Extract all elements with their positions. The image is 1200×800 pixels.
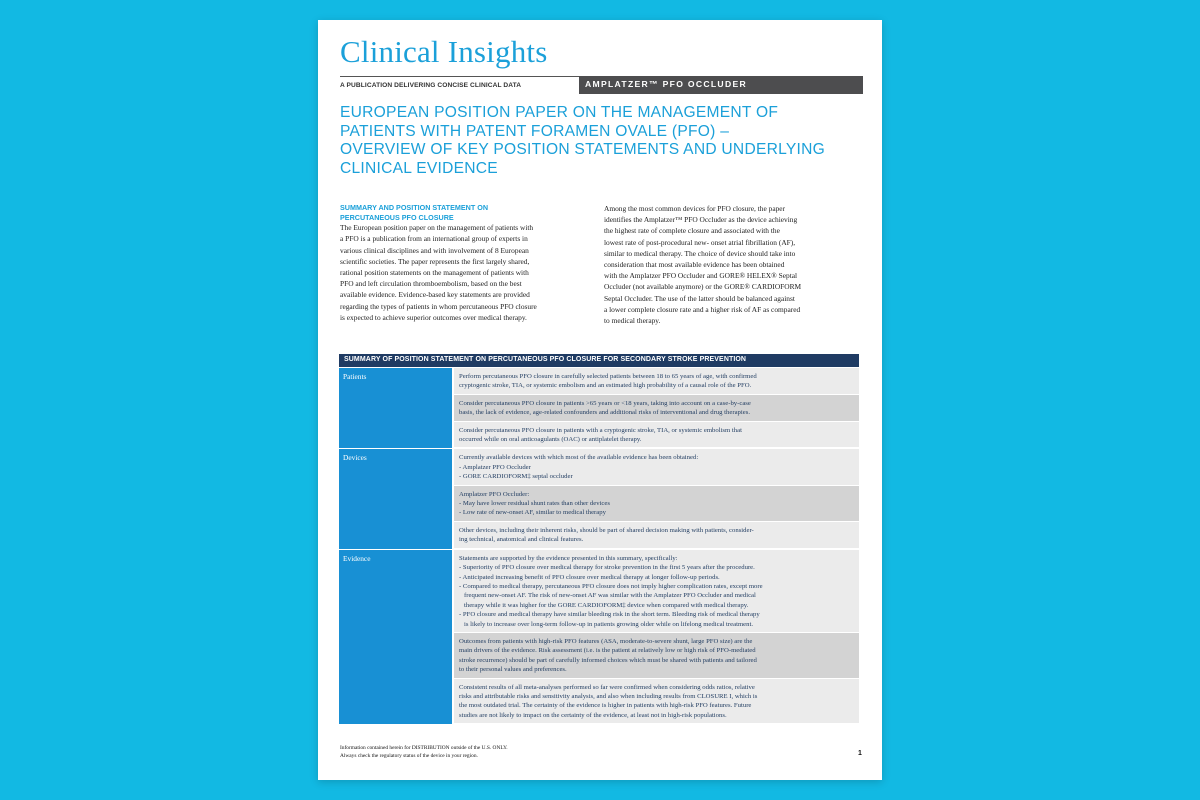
text-line: regarding the types of patients in whom percutaneous PFO closure <box>340 301 537 311</box>
heading-line: PERCUTANEOUS PFO CLOSURE <box>340 212 454 222</box>
text-line: with the Amplatzer PFO Occluder and GORE® HELEX® Septal <box>604 271 798 281</box>
subheader-bar <box>340 76 863 94</box>
table-group-evidence <box>339 550 859 725</box>
group-cells <box>454 550 859 725</box>
cell-line: Consistent results of all meta-analyses performed so far were confirmed when considering odds ratios, relative <box>459 683 755 691</box>
table-cell <box>454 633 859 678</box>
cell-line: Statements are supported by the evidence presented in this summary, specifically: <box>459 554 678 562</box>
text-line: Occluder (not available anymore) or the GORE® CARDIOFORM <box>604 282 802 292</box>
cell-line: Outcomes from patients with high-risk PFO features (ASA, moderate-to-severe shunt, large PFO size) are the <box>459 637 753 645</box>
text-line: Among the most common devices for PFO closure, the paper <box>604 204 786 213</box>
summary-right-column <box>604 203 856 326</box>
cell-line: ing technical, anatomical and clinical features. <box>459 536 584 544</box>
footer-disclaimer <box>340 744 508 760</box>
cell-line: - May have lower residual shunt rates than other devices <box>459 500 610 508</box>
cell-line: - Anticipated increasing benefit of PFO closure over medical therapy at longer follow-up periods. <box>459 573 720 581</box>
cell-line: is likely to increase over long-term follow-up in patients growing older while on lifelong medical treatment. <box>459 620 753 628</box>
heading-line: SUMMARY AND POSITION STATEMENT ON <box>340 203 489 212</box>
cell-line: risks and attributable risks and sensitivity analysis, and also when including results from CLOSURE I, which is <box>459 692 758 700</box>
table-cell <box>454 679 859 724</box>
cell-line: occurred while on oral anticoagulants (OAC) or antiplatelet therapy. <box>459 436 642 444</box>
title-line: CLINICAL EVIDENCE <box>340 159 498 177</box>
footer-line: Information contained herein for DISTRIBUTION outside of the U.S. ONLY. <box>340 745 508 751</box>
text-line: identifies the Amplatzer™ PFO Occluder as the device achieving <box>604 215 798 225</box>
cell-line: stroke recurrence) should be part of carefully informed choices which must be shared with patients and tailored <box>459 656 757 664</box>
cell-line: cryptogenic stroke, TIA, or systemic embolism and an estimated high probability of a causal role of the PFO. <box>459 382 752 390</box>
cell-line: to their personal values and preferences. <box>459 666 567 674</box>
cell-line: Consider percutaneous PFO closure in patients >65 years or <18 years, taking into account on a case-by-case <box>459 399 751 407</box>
summary-left-text <box>340 222 592 323</box>
cell-line: basis, the lack of evidence, age-related confounders and additional risks of interventional and drug therapies. <box>459 409 750 417</box>
table-cell <box>454 449 859 484</box>
cell-line: studies are not likely to impact on the certainty of the evidence, at least not in high-risk populations. <box>459 711 727 719</box>
cell-line: main drivers of the evidence. Risk assessment (i.e. is the patient at relatively low or high risk of PFO-mediated <box>459 647 756 655</box>
cell-line: Perform percutaneous PFO closure in carefully selected patients between 18 to 65 years of age, with confirmed <box>459 373 757 380</box>
cell-line: Currently available devices with which most of the available evidence has been obtained: <box>459 454 699 462</box>
table-header: SUMMARY OF POSITION STATEMENT ON PERCUTANEOUS PFO CLOSURE FOR SECONDARY STROKE PREVENTION <box>339 354 859 367</box>
title-line: PATIENTS WITH PATENT FORAMEN OVALE (PFO) – <box>340 122 730 140</box>
product-banner: AMPLATZER™ PFO OCCLUDER <box>579 76 863 94</box>
document-title <box>340 104 865 178</box>
table-cell <box>454 486 859 521</box>
table-cell <box>454 522 859 548</box>
group-label: Patients <box>339 368 452 448</box>
group-label: Devices <box>339 449 452 548</box>
text-line: various clinical disciplines and with involvement of 8 European <box>340 245 529 255</box>
cell-line: frequent new-onset AF. The risk of new-onset AF was similar with the Amplatzer PFO Occluder and medical <box>459 592 756 600</box>
cell-line: the most outdated trial. The certainty of the evidence is higher in patients with high-risk PFO features. Future <box>459 702 752 710</box>
position-statement-table <box>339 354 859 724</box>
text-line: The European position paper on the management of patients with <box>340 223 534 233</box>
text-line: similar to medical therapy. The choice of device should take into <box>604 248 796 258</box>
text-line: a PFO is a publication from an international group of experts in <box>340 234 528 244</box>
text-line: scientific societies. The paper represents the first largely shared, <box>340 256 530 266</box>
text-line: rational position statements on the management of patients with <box>340 268 529 277</box>
text-line: the highest rate of complete closure and associated with the <box>604 226 780 236</box>
group-label: Evidence <box>339 550 452 725</box>
cell-line: - Compared to medical therapy, percutaneous PFO closure does not imply higher complication rates, except more <box>459 582 763 590</box>
group-cells <box>454 449 859 548</box>
group-cells <box>454 368 859 448</box>
table-group-patients <box>339 368 859 448</box>
text-line: consideration that most available evidence has been obtained <box>604 260 785 270</box>
cell-line: - GORE CARDIOFORM‡ septal occluder <box>459 473 573 481</box>
cell-line: therapy while it was higher for the GORE CARDIOFORM‡ device when compared with medical therapy. <box>459 601 749 609</box>
masthead-title: Clinical Insights <box>340 34 548 69</box>
text-line: Septal Occluder. The use of the latter should be balanced against <box>604 293 795 303</box>
cell-line: Consider percutaneous PFO closure in patients with a cryptogenic stroke, TIA, or systemic embolism that <box>459 426 742 434</box>
cell-line: - Superiority of PFO closure over medical therapy for stroke prevention in the first 5 years after the procedure. <box>459 564 755 572</box>
table-cell <box>454 368 859 394</box>
title-line: EUROPEAN POSITION PAPER ON THE MANAGEMENT OF <box>340 104 779 121</box>
table-group-devices <box>339 449 859 548</box>
table-cell <box>454 395 859 421</box>
table-cell <box>454 550 859 632</box>
summary-heading <box>340 203 592 222</box>
page-number: 1 <box>858 750 862 757</box>
cell-line: Amplatzer PFO Occluder: <box>459 490 530 498</box>
cell-line: Other devices, including their inherent risks, should be part of shared decision making with patients, consider- <box>459 526 754 534</box>
text-line: PFO and left circulation thromboembolism, based on the best <box>340 279 522 289</box>
summary-right-text <box>604 203 856 326</box>
table-cell <box>454 422 859 448</box>
text-line: is expected to achieve superior outcomes over medical therapy. <box>340 312 527 322</box>
table-body <box>339 368 859 724</box>
title-line: OVERVIEW OF KEY POSITION STATEMENTS AND UNDERLYING <box>340 141 826 159</box>
summary-left-column <box>340 203 592 323</box>
document-page <box>318 20 882 780</box>
text-line: a lower complete closure rate and a higher risk of AF as compared <box>604 304 801 314</box>
text-line: lowest rate of post-procedural new- onset atrial fibrillation (AF), <box>604 237 796 247</box>
text-line: available evidence. Evidence-based key statements are provided <box>340 290 530 300</box>
cell-line: - PFO closure and medical therapy have similar bleeding risk in the short term. Bleeding risk of medical therapy <box>459 611 760 619</box>
cell-line: - Amplatzer PFO Occluder <box>459 463 531 471</box>
publication-tagline: A PUBLICATION DELIVERING CONCISE CLINICAL DATA <box>340 76 579 94</box>
footer-line: Always check the regulatory status of the device in your region. <box>340 753 478 759</box>
text-line: to medical therapy. <box>604 316 661 326</box>
cell-line: - Low rate of new-onset AF, similar to medical therapy <box>459 509 606 517</box>
